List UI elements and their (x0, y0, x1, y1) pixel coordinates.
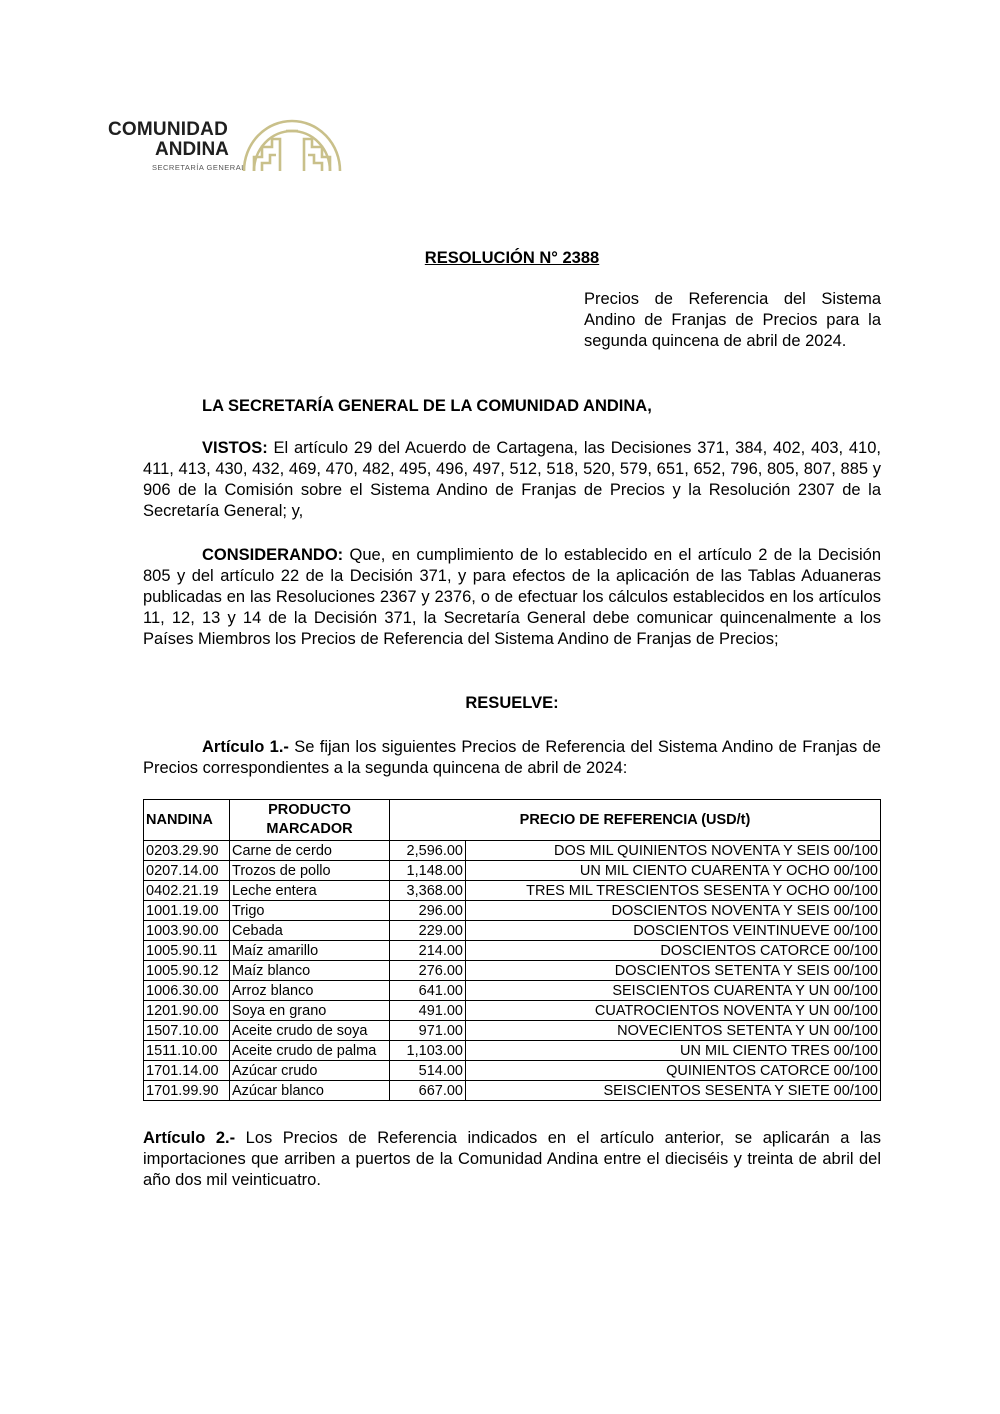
cell-precio: 1,103.00 (390, 1041, 466, 1061)
cell-precio: 667.00 (390, 1081, 466, 1101)
table-row (144, 921, 881, 941)
cell-producto: Maíz amarillo (230, 941, 390, 961)
table-row (144, 1081, 881, 1101)
cell-nandina: 0203.29.90 (144, 841, 230, 861)
cell-precio-letras: UN MIL CIENTO TRES 00/100 (466, 1041, 881, 1061)
cell-precio-letras: DOSCIENTOS SETENTA Y SEIS 00/100 (466, 961, 881, 981)
cell-producto: Leche entera (230, 881, 390, 901)
vistos-paragraph (143, 438, 881, 522)
table-row (144, 1001, 881, 1021)
cell-producto: Soya en grano (230, 1001, 390, 1021)
cell-precio: 296.00 (390, 901, 466, 921)
cell-nandina: 1701.99.90 (144, 1081, 230, 1101)
cell-nandina: 1507.10.00 (144, 1021, 230, 1041)
table-row (144, 881, 881, 901)
logo-line-2: ANDINA (155, 139, 229, 160)
header-nandina: NANDINA (144, 800, 230, 841)
cell-producto: Aceite crudo de soya (230, 1021, 390, 1041)
articulo-2-label: Artículo 2.- (143, 1129, 236, 1147)
cell-precio-letras: NOVECIENTOS SETENTA Y UN 00/100 (466, 1021, 881, 1041)
cell-nandina: 1001.19.00 (144, 901, 230, 921)
cell-precio-letras: UN MIL CIENTO CUARENTA Y OCHO 00/100 (466, 861, 881, 881)
secretaria-heading: LA SECRETARÍA GENERAL DE LA COMUNIDAD ANDINA, (202, 397, 652, 415)
cell-producto: Cebada (230, 921, 390, 941)
articulo-2-text: Los Precios de Referencia indicados en el artículo anterior, se aplicarán a las importaciones que arriben a puertos de la Comunidad Andina entre el dieciséis y treinta de abril del año dos mil veinticuatro. (143, 1129, 881, 1189)
articulo-2-paragraph (143, 1128, 881, 1191)
cell-precio-letras: DOSCIENTOS VEINTINUEVE 00/100 (466, 921, 881, 941)
considerando-label: CONSIDERANDO: (202, 546, 344, 564)
cell-producto: Azúcar crudo (230, 1061, 390, 1081)
cell-nandina: 1006.30.00 (144, 981, 230, 1001)
table-row (144, 961, 881, 981)
cell-precio: 229.00 (390, 921, 466, 941)
cell-precio: 276.00 (390, 961, 466, 981)
cell-precio: 1,148.00 (390, 861, 466, 881)
comunidad-andina-logo (108, 117, 348, 177)
cell-producto: Aceite crudo de palma (230, 1041, 390, 1061)
considerando-paragraph (143, 545, 881, 650)
logo-line-3: SECRETARÍA GENERAL (152, 163, 246, 172)
cell-producto: Azúcar blanco (230, 1081, 390, 1101)
articulo-1-paragraph (143, 737, 881, 779)
cell-nandina: 0402.21.19 (144, 881, 230, 901)
reference-price-table (143, 799, 881, 1101)
cell-producto: Carne de cerdo (230, 841, 390, 861)
cell-producto: Trigo (230, 901, 390, 921)
andean-emblem-icon (242, 117, 342, 173)
table-row (144, 901, 881, 921)
resolution-subject: Precios de Referencia del Sistema Andino de Franjas de Precios para la segunda quincena de abril de 2024. (584, 290, 881, 350)
table-row (144, 1021, 881, 1041)
cell-precio-letras: DOS MIL QUINIENTOS NOVENTA Y SEIS 00/100 (466, 841, 881, 861)
cell-precio-letras: SEISCIENTOS CUARENTA Y UN 00/100 (466, 981, 881, 1001)
articulo-1-text: Se fijan los siguientes Precios de Referencia del Sistema Andino de Franjas de Precios correspondientes a la segunda quincena de abril de 2024: (143, 738, 881, 777)
cell-nandina: 1005.90.12 (144, 961, 230, 981)
table-row (144, 861, 881, 881)
cell-precio: 214.00 (390, 941, 466, 961)
resolution-title: RESOLUCIÓN N° 2388 (424, 249, 600, 267)
table-header-row (144, 800, 881, 841)
cell-nandina: 1511.10.00 (144, 1041, 230, 1061)
cell-precio-letras: SEISCIENTOS SESENTA Y SIETE 00/100 (466, 1081, 881, 1101)
cell-precio: 491.00 (390, 1001, 466, 1021)
vistos-label: VISTOS: (202, 439, 268, 457)
cell-producto: Arroz blanco (230, 981, 390, 1001)
considerando-text: Que, en cumplimiento de lo establecido en el artículo 2 de la Decisión 805 y del artículo 22 de la Decisión 371, y para efectos de la aplicación de las Tablas Aduaneras publicadas en las Resoluciones 2367 y 2376, o de efectuar los cálculos establecidos en los artículos 11, 12, 13 y 14 de la Decisión 371, la Secretaría General debe comunicar quincenalmente a los Países Miembros los Precios de Referencia del Sistema Andino de Franjas de Precios; (143, 546, 881, 648)
cell-precio-letras: CUATROCIENTOS NOVENTA Y UN 00/100 (466, 1001, 881, 1021)
cell-precio: 3,368.00 (390, 881, 466, 901)
cell-nandina: 1005.90.11 (144, 941, 230, 961)
table-row (144, 1061, 881, 1081)
cell-precio-letras: QUINIENTOS CATORCE 00/100 (466, 1061, 881, 1081)
cell-producto: Trozos de pollo (230, 861, 390, 881)
table-row (144, 1041, 881, 1061)
cell-producto: Maíz blanco (230, 961, 390, 981)
cell-nandina: 1201.90.00 (144, 1001, 230, 1021)
resuelve-heading: RESUELVE: (465, 694, 559, 712)
articulo-1-label: Artículo 1.- (202, 738, 289, 756)
cell-precio: 641.00 (390, 981, 466, 1001)
table-row (144, 981, 881, 1001)
header-producto: PRODUCTO MARCADOR (230, 800, 390, 841)
cell-precio-letras: TRES MIL TRESCIENTOS SESENTA Y OCHO 00/100 (466, 881, 881, 901)
cell-nandina: 1003.90.00 (144, 921, 230, 941)
table-row (144, 841, 881, 861)
logo-line-1: COMUNIDAD (108, 119, 229, 140)
cell-precio: 514.00 (390, 1061, 466, 1081)
cell-precio-letras: DOSCIENTOS CATORCE 00/100 (466, 941, 881, 961)
cell-nandina: 1701.14.00 (144, 1061, 230, 1081)
header-precio: PRECIO DE REFERENCIA (USD/t) (390, 800, 881, 841)
cell-precio: 971.00 (390, 1021, 466, 1041)
table-row (144, 941, 881, 961)
vistos-text: El artículo 29 del Acuerdo de Cartagena, las Decisiones 371, 384, 402, 403, 410, 411, 413, 430, 432, 469, 470, 482, 495, 496, 497, 512, 518, 520, 579, 651, 652, 796, 805, 807, 885 y 906 de la Comisión sobre el Sistema Andino de Franjas de Precios y la Resolución 2307 de la Secretaría General; y, (143, 439, 881, 520)
cell-nandina: 0207.14.00 (144, 861, 230, 881)
cell-precio: 2,596.00 (390, 841, 466, 861)
cell-precio-letras: DOSCIENTOS NOVENTA Y SEIS 00/100 (466, 901, 881, 921)
